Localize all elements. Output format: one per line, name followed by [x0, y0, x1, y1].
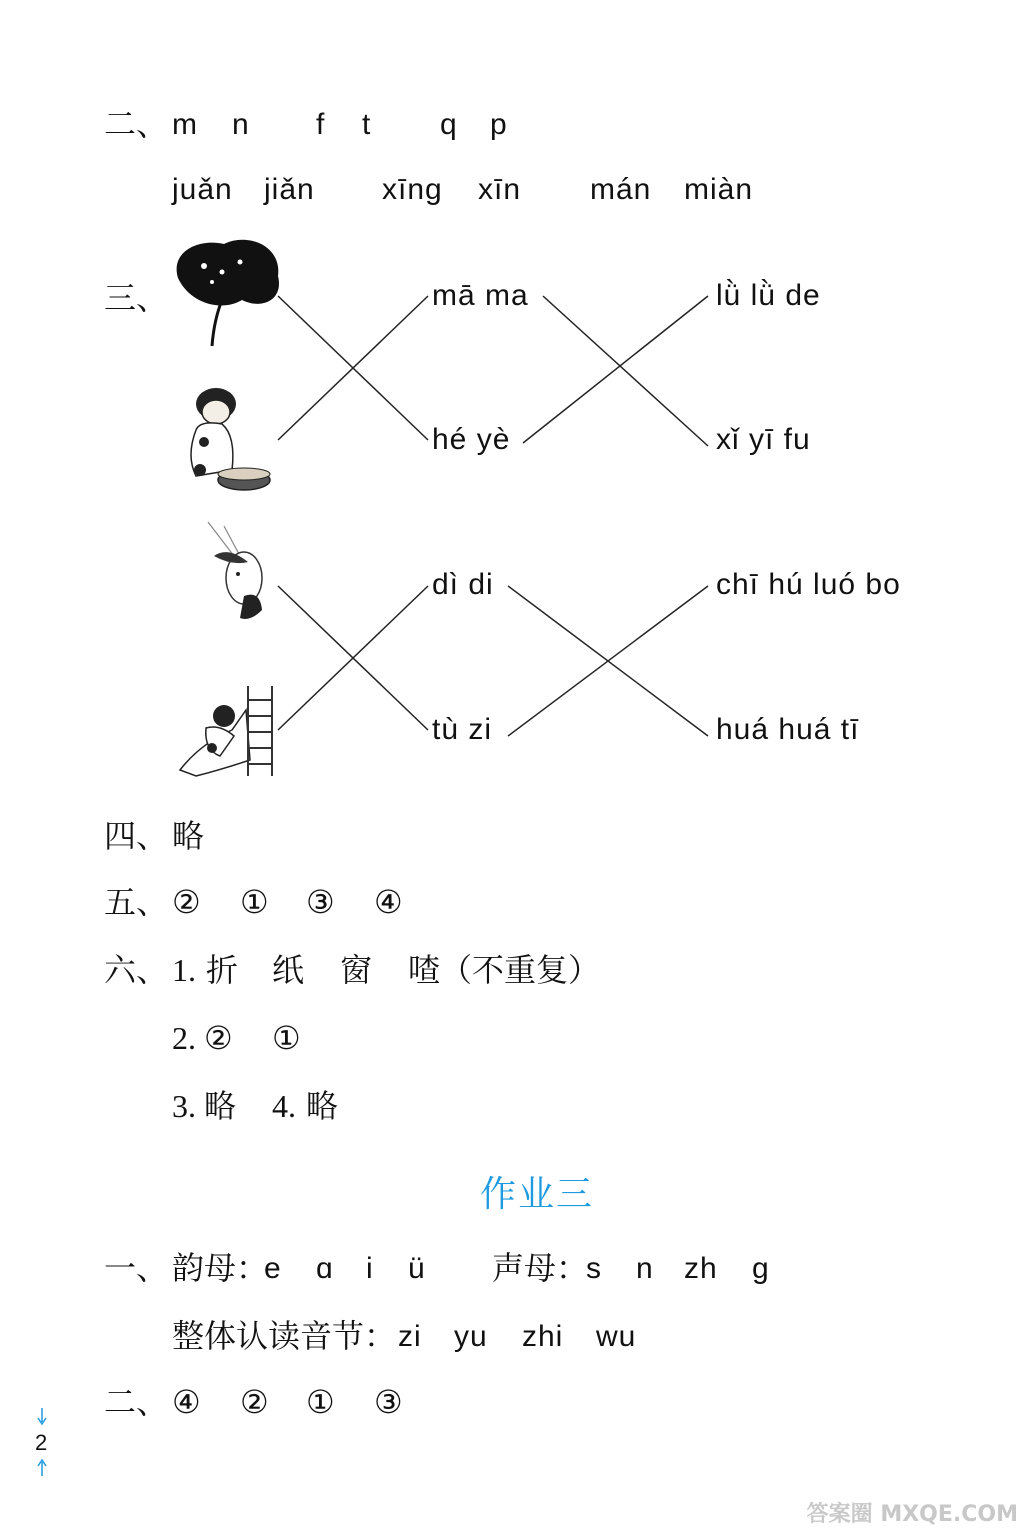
sec2-row2-item: jiǎn: [264, 173, 315, 206]
homework-title: 作业三: [480, 1174, 595, 1214]
sec4-label: 四、: [104, 818, 169, 854]
initials-label: 声母：: [492, 1250, 589, 1286]
final-item: e: [264, 1252, 282, 1285]
sec2-row2-item: xīn: [478, 173, 522, 206]
hw3-q2-mark: ②: [240, 1384, 269, 1420]
match-right-item: huá huá tī: [716, 713, 860, 746]
sec3-label: 三、: [104, 280, 169, 316]
whole-syllable-item: zhi: [522, 1320, 564, 1353]
sec6-line2-num: 2.: [172, 1020, 196, 1056]
sec2-row2-item: mán: [590, 173, 652, 206]
sec5-mark: ②: [172, 884, 201, 920]
woman-washing-icon: [191, 388, 270, 490]
sec6-line1-char: 窗: [340, 952, 373, 988]
sec2-row1-item: m: [172, 108, 198, 141]
sec4-text: 略: [172, 818, 205, 854]
whole-syllable-item: zi: [398, 1320, 422, 1353]
sec6-line3-text: 略: [306, 1088, 339, 1124]
match-middle-item: tù zi: [432, 713, 493, 746]
hw3-q1-label: 一、: [104, 1250, 169, 1286]
initial-item: s: [586, 1252, 602, 1285]
final-item: ɑ: [316, 1252, 334, 1285]
initial-item: g: [752, 1252, 770, 1285]
initial-item: zh: [684, 1252, 718, 1285]
initial-item: n: [636, 1252, 654, 1285]
sec5-label: 五、: [104, 884, 169, 920]
watermark: 答案圈 MXQE.COM: [806, 1502, 1018, 1527]
whole-syllable-item: yu: [454, 1320, 488, 1353]
hw3-q2-label: 二、: [104, 1384, 169, 1420]
hw3-q2-mark: ③: [374, 1384, 403, 1420]
sec6-line1-char: 喳（不重复）: [408, 952, 601, 988]
sec2-row1-item: n: [232, 108, 250, 141]
sec5-mark: ①: [240, 884, 269, 920]
rabbit-icon: [208, 522, 262, 619]
sec2-row2-item: miàn: [684, 173, 754, 206]
match-right-item: xǐ yī fu: [716, 423, 811, 456]
sec6-line1-char: 纸: [272, 952, 305, 988]
hw3-q2-mark: ①: [306, 1384, 335, 1420]
match-middle-item: mā ma: [432, 279, 529, 312]
sec5-mark: ④: [374, 884, 403, 920]
sec6-line1-char: 折: [206, 952, 239, 988]
whole-syllable-item: wu: [596, 1320, 637, 1353]
final-item: i: [366, 1252, 374, 1285]
sec2-row2-item: xīng: [382, 173, 443, 206]
page-number: 2: [35, 1430, 48, 1455]
sec6-label: 六、: [104, 952, 169, 988]
sec6-line2-mark: ①: [272, 1020, 301, 1056]
lotus-leaf-icon: [177, 240, 279, 346]
hw3-q2-mark: ④: [172, 1384, 201, 1420]
match-middle-item: dì di: [432, 568, 494, 601]
match-right-item: chī hú luó bo: [716, 568, 901, 601]
sec2-row1-item: p: [490, 108, 508, 141]
whole-syllables-label: 整体认读音节：: [172, 1318, 397, 1354]
sec2-row1-item: f: [316, 108, 326, 141]
sec6-line2-mark: ②: [204, 1020, 233, 1056]
final-item: ü: [408, 1252, 426, 1285]
sec6-line3-num: 3.: [172, 1088, 196, 1124]
sec5-mark: ③: [306, 884, 335, 920]
finals-label: 韵母：: [172, 1250, 269, 1286]
sec2-row1-item: q: [440, 108, 458, 141]
slide-icon: [180, 686, 272, 776]
sec6-line3-text: 略: [204, 1088, 237, 1124]
sec2-label: 二、: [104, 106, 169, 142]
sec6-line3-num: 4.: [272, 1088, 296, 1124]
match-middle-item: hé yè: [432, 423, 511, 456]
match-line: [543, 296, 708, 446]
match-right-item: lǜ lǜ de: [716, 279, 821, 312]
sec6-line1-num: 1.: [172, 952, 196, 988]
sec2-row1-item: t: [362, 108, 372, 141]
sec2-row2-item: juǎn: [172, 173, 233, 206]
